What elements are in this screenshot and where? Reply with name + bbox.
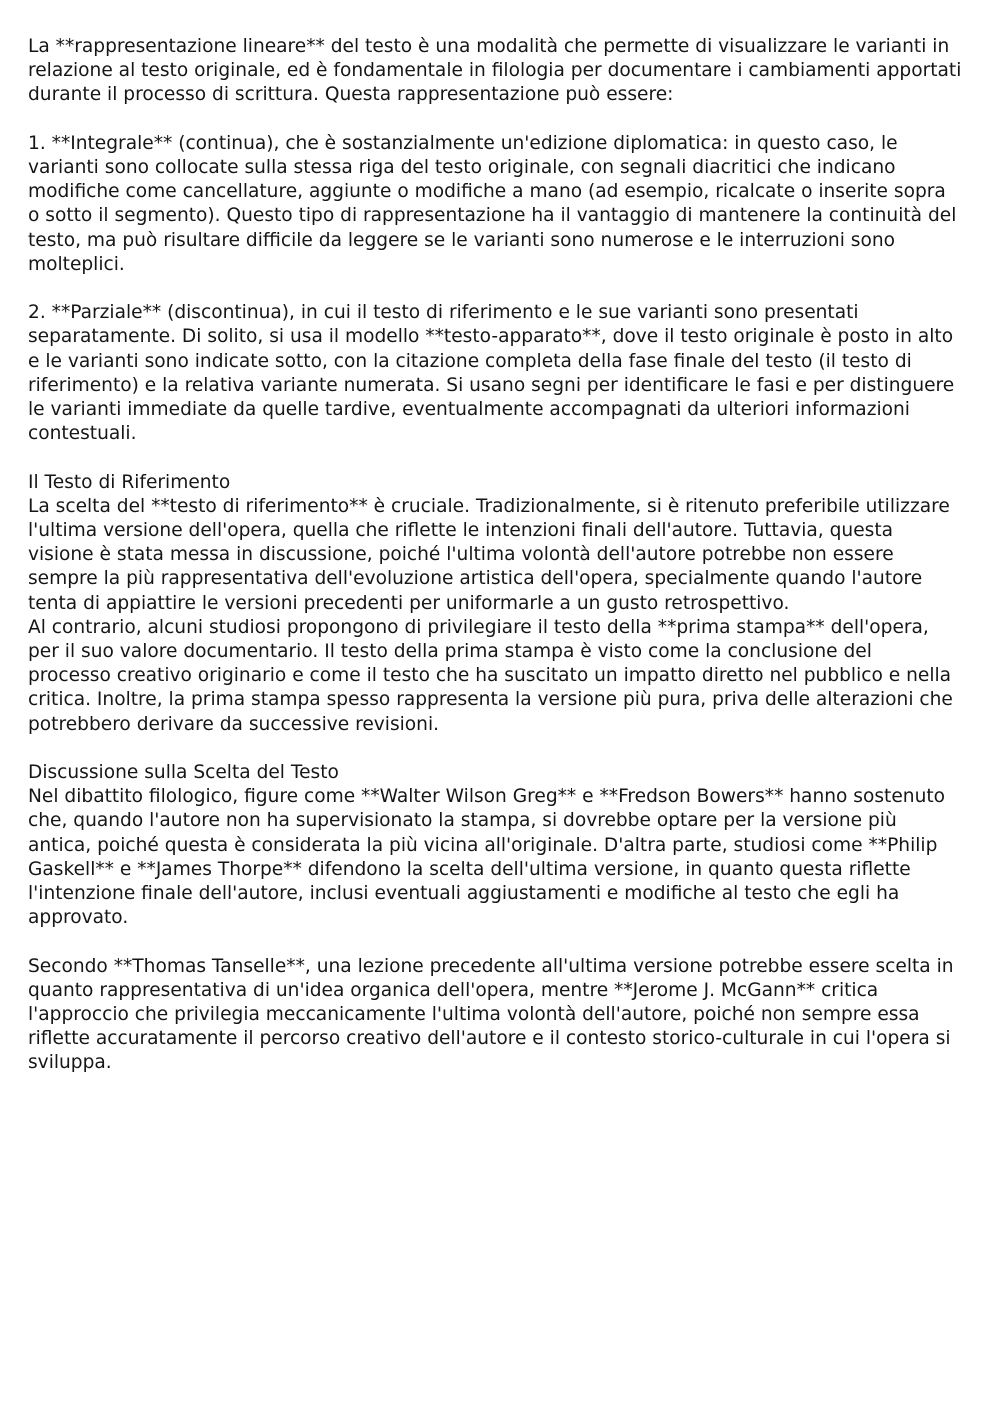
text-line: Al contrario, alcuni studiosi propongono di privilegiare il testo della **prima stampa** dell'opera, — [28, 616, 929, 638]
list-item-integrale — [28, 132, 978, 277]
text-line: che, quando l'autore non ha supervisionato la stampa, si dovrebbe optare per la versione più — [28, 810, 897, 832]
text-line: 2. **Parziale** (discontinua), in cui il testo di riferimento e le sue varianti sono presentati — [28, 302, 859, 324]
text-line: separatamente. Di solito, si usa il modello **testo-apparato**, dove il testo originale è posto in alto — [28, 326, 954, 348]
text-line: testo, ma può risultare difficile da leggere se le varianti sono numerose e le interruzioni sono — [28, 229, 895, 251]
text-line: sempre la più rappresentativa dell'evoluzione artistica dell'opera, specialmente quando l'autore — [28, 568, 923, 590]
text-line: riferimento) e la relativa variante numerata. Si usano segni per identificare le fasi e per distinguere — [28, 374, 955, 396]
text-line: relazione al testo originale, ed è fondamentale in filologia per documentare i cambiamenti apportati — [28, 60, 962, 82]
text-line: l'ultima versione dell'opera, quella che riflette le intenzioni finali dell'autore. Tuttavia, questa — [28, 520, 894, 542]
text-line: modifiche come cancellature, aggiunte o modifiche a mano (ad esempio, ricalcate o inserite sopra — [28, 181, 946, 203]
section-heading: Discussione sulla Scelta del Testo — [28, 762, 339, 784]
text-line: e le varianti sono indicate sotto, con la citazione completa della fase finale del testo (il testo di — [28, 350, 912, 372]
text-line: tenta di appiattire le versioni precedenti per uniformarle a un gusto retrospettivo. — [28, 592, 790, 614]
tanselle-paragraph — [28, 955, 978, 1076]
intro-paragraph — [28, 35, 978, 108]
section-discussione — [28, 761, 978, 930]
text-line: contestuali. — [28, 423, 137, 445]
text-line: sviluppa. — [28, 1052, 112, 1074]
text-line: 1. **Integrale** (continua), che è sostanzialmente un'edizione diplomatica: in questo caso, le — [28, 132, 898, 154]
text-line: processo creativo originario e come il testo che ha suscitato un impatto diretto nel pubblico e nella — [28, 665, 952, 687]
text-line: visione è stata messa in discussione, poiché l'ultima volontà dell'autore potrebbe non essere — [28, 544, 894, 566]
text-line: o sotto il segmento). Questo tipo di rappresentazione ha il vantaggio di mantenere la continuità del — [28, 205, 957, 227]
list-item-parziale — [28, 301, 978, 446]
text-line: approvato. — [28, 907, 129, 929]
text-line: antica, poiché questa è considerata la più vicina all'originale. D'altra parte, studiosi come **Philip — [28, 834, 938, 856]
text-line: Nel dibattito filologico, figure come **Walter Wilson Greg** e **Fredson Bowers** hanno sostenuto — [28, 786, 946, 808]
section-heading: Il Testo di Riferimento — [28, 471, 231, 493]
text-line: Secondo **Thomas Tanselle**, una lezione precedente all'ultima versione potrebbe essere scelta in — [28, 955, 954, 977]
text-line: quanto rappresentativa di un'idea organica dell'opera, mentre **Jerome J. McGann** critica — [28, 979, 879, 1001]
text-line: riflette accuratamente il percorso creativo dell'autore e il contesto storico-culturale in cui l'opera si — [28, 1028, 951, 1050]
text-line: durante il processo di scrittura. Questa rappresentazione può essere: — [28, 84, 674, 106]
text-line: critica. Inoltre, la prima stampa spesso rappresenta la versione più pura, priva delle alterazioni che — [28, 689, 953, 711]
text-line: l'intenzione finale dell'autore, inclusi eventuali aggiustamenti e modifiche al testo che egli ha — [28, 883, 900, 905]
text-line: La scelta del **testo di riferimento** è cruciale. Tradizionalmente, si è ritenuto preferibile utilizzare — [28, 495, 950, 517]
text-line: varianti sono collocate sulla stessa riga del testo originale, con segnali diacritici che indicano — [28, 157, 896, 178]
section-testo-di-riferimento — [28, 471, 978, 737]
document-body — [28, 35, 978, 1076]
text-line: Gaskell** e **James Thorpe** difendono la scelta dell'ultima versione, in quanto questa riflette — [28, 858, 911, 880]
text-line: La **rappresentazione lineare** del testo è una modalità che permette di visualizzare le varianti in — [28, 36, 950, 57]
text-line: potrebbero derivare da successive revisioni. — [28, 713, 440, 735]
text-line: le varianti immediate da quelle tardive, eventualmente accompagnati da ulteriori informazioni — [28, 399, 910, 421]
text-line: per il suo valore documentario. Il testo della prima stampa è visto come la conclusione del — [28, 641, 872, 663]
text-line: l'approccio che privilegia meccanicamente l'ultima volontà dell'autore, poiché non sempre essa — [28, 1004, 920, 1026]
text-line: molteplici. — [28, 253, 125, 275]
